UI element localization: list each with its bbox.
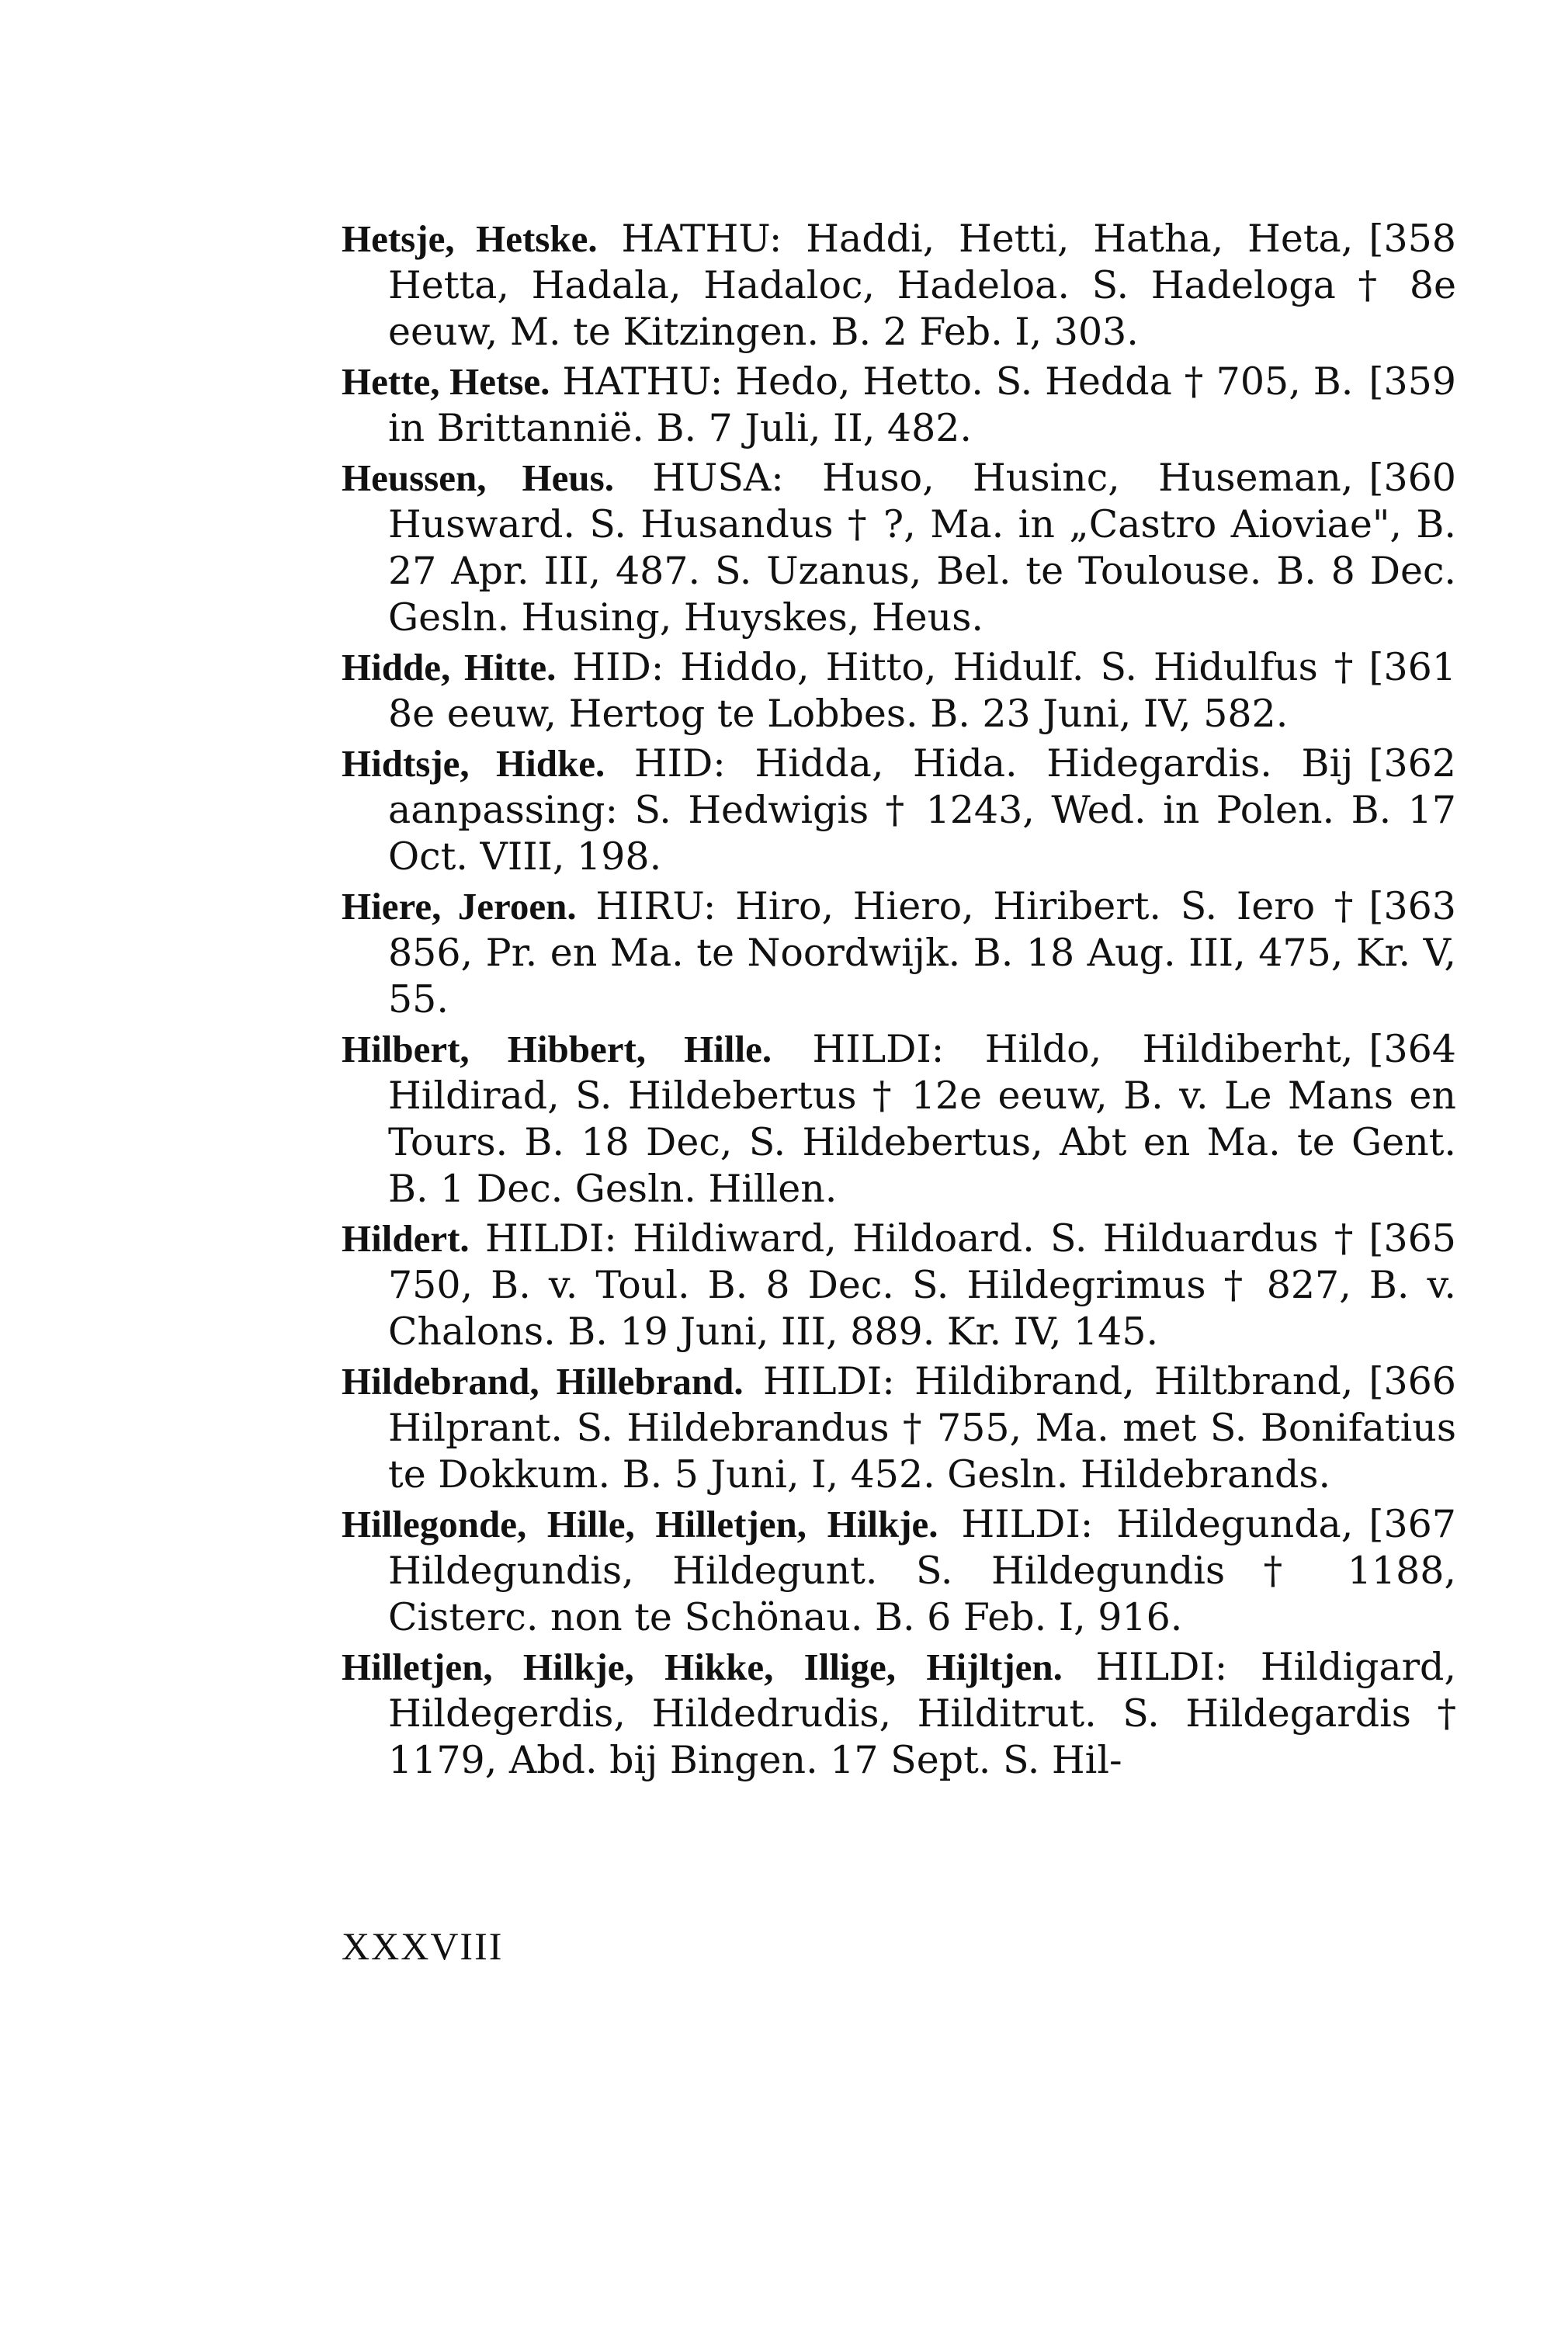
dictionary-page (342, 216, 1456, 1787)
entry-358 (342, 216, 1456, 356)
entry-number: [362 (1369, 741, 1456, 786)
entry-headword: Hillegonde, Hille, Hilletjen, Hilkje. (342, 1503, 938, 1545)
entry-number: [364 (1369, 1027, 1456, 1071)
entry-body: HUSA: Huso, Husinc, Huseman, Husward. S. Husandus † ?, Ma. in „Castro Aioviae", B. 27 Apr. III, 487. S. Uzanus, Bel. te Toulouse. B. 8 Dec. Gesln. Husing, Huyskes, Heus. (388, 456, 1456, 640)
entry-headword: Hetsje, Hetske. (342, 217, 598, 260)
entry-number: [363 (1369, 884, 1456, 928)
entry-headword: Hilletjen, Hilkje, Hikke, Illige, Hijltjen. (342, 1646, 1063, 1688)
entry-body: HILDI: Hildibrand, Hiltbrand, Hilprant. S. Hildebrandus † 755, Ma. met S. Bonifatius te Dokkum. B. 5 Juni, I, 452. Gesln. Hildebrands. (388, 1359, 1456, 1497)
entry-headword: Hidtsje, Hidke. (342, 742, 605, 785)
entry-363 (342, 883, 1456, 1023)
entry-number: [359 (1369, 359, 1456, 404)
entry-headword: Hildert. (342, 1217, 470, 1260)
entry-headword: Heussen, Heus. (342, 456, 614, 499)
entry-body: HIRU: Hiro, Hiero, Hiribert. S. Iero † 856, Pr. en Ma. te Noordwijk. B. 18 Aug. III, 475, Kr. V, 55. (388, 884, 1456, 1022)
entry-number: [365 (1369, 1216, 1456, 1261)
entry-number: [361 (1369, 645, 1456, 689)
entry-362 (342, 741, 1456, 880)
entry-361 (342, 644, 1456, 737)
entry-number: [358 (1369, 217, 1456, 261)
entry-body: HATHU: Hedo, Hetto. S. Hedda † 705, B. in Brittannië. B. 7 Juli, II, 482. (388, 359, 1354, 450)
entry-364 (342, 1026, 1456, 1212)
entry-body: HILDI: Hildigard, Hildegerdis, Hildedrudis, Hilditrut. S. Hildegardis † 1179, Abd. bij Bingen. 17 Sept. S. Hil- (388, 1645, 1456, 1782)
entry-body: HILDI: Hildo, Hildiberht, Hildirad, S. Hildebertus † 12e eeuw, B. v. Le Mans en Tours. B. 18 Dec, S. Hildebertus, Abt en Ma. te Gent. B. 1 Dec. Gesln. Hillen. (388, 1027, 1456, 1211)
entry-number: [367 (1369, 1502, 1456, 1546)
entry-body: HILDI: Hildegunda, Hildegundis, Hildegunt. S. Hildegundis † 1188, Cisterc. non te Schönau. B. 6 Feb. I, 916. (388, 1502, 1456, 1639)
entry-number: [366 (1369, 1359, 1456, 1403)
entry-number: [360 (1369, 456, 1456, 500)
entry-headword: Hildebrand, Hillebrand. (342, 1360, 744, 1403)
entry-body: HID: Hidda, Hida. Hidegardis. Bij aanpassing: S. Hedwigis † 1243, Wed. in Polen. B. 17 Oct. VIII, 198. (388, 741, 1456, 879)
entry-366 (342, 1358, 1456, 1498)
entry-367 (342, 1501, 1456, 1641)
entry-368 (342, 1644, 1456, 1784)
entry-headword: Hiere, Jeroen. (342, 885, 577, 928)
entry-headword: Hilbert, Hibbert, Hille. (342, 1028, 772, 1070)
entry-body: HILDI: Hildiward, Hildoard. S. Hilduardus † 750, B. v. Toul. B. 8 Dec. S. Hildegrimus † 827, B. v. Chalons. B. 19 Juni, III, 889. Kr. IV, 145. (388, 1216, 1456, 1354)
page-folio: XXXVIII (342, 1924, 504, 1968)
entry-headword: Hidde, Hitte. (342, 646, 557, 689)
entry-360 (342, 455, 1456, 641)
entry-365 (342, 1216, 1456, 1355)
entry-headword: Hette, Hetse. (342, 360, 550, 403)
entry-359 (342, 359, 1456, 452)
entry-body: HID: Hiddo, Hitto, Hidulf. S. Hidulfus † 8e eeuw, Hertog te Lobbes. B. 23 Juni, IV, 582. (388, 645, 1354, 736)
entry-body: HATHU: Haddi, Hetti, Hatha, Heta, Hetta, Hadala, Hadaloc, Hadeloa. S. Hadeloga † 8e eeuw, M. te Kitzingen. B. 2 Feb. I, 303. (388, 217, 1456, 354)
